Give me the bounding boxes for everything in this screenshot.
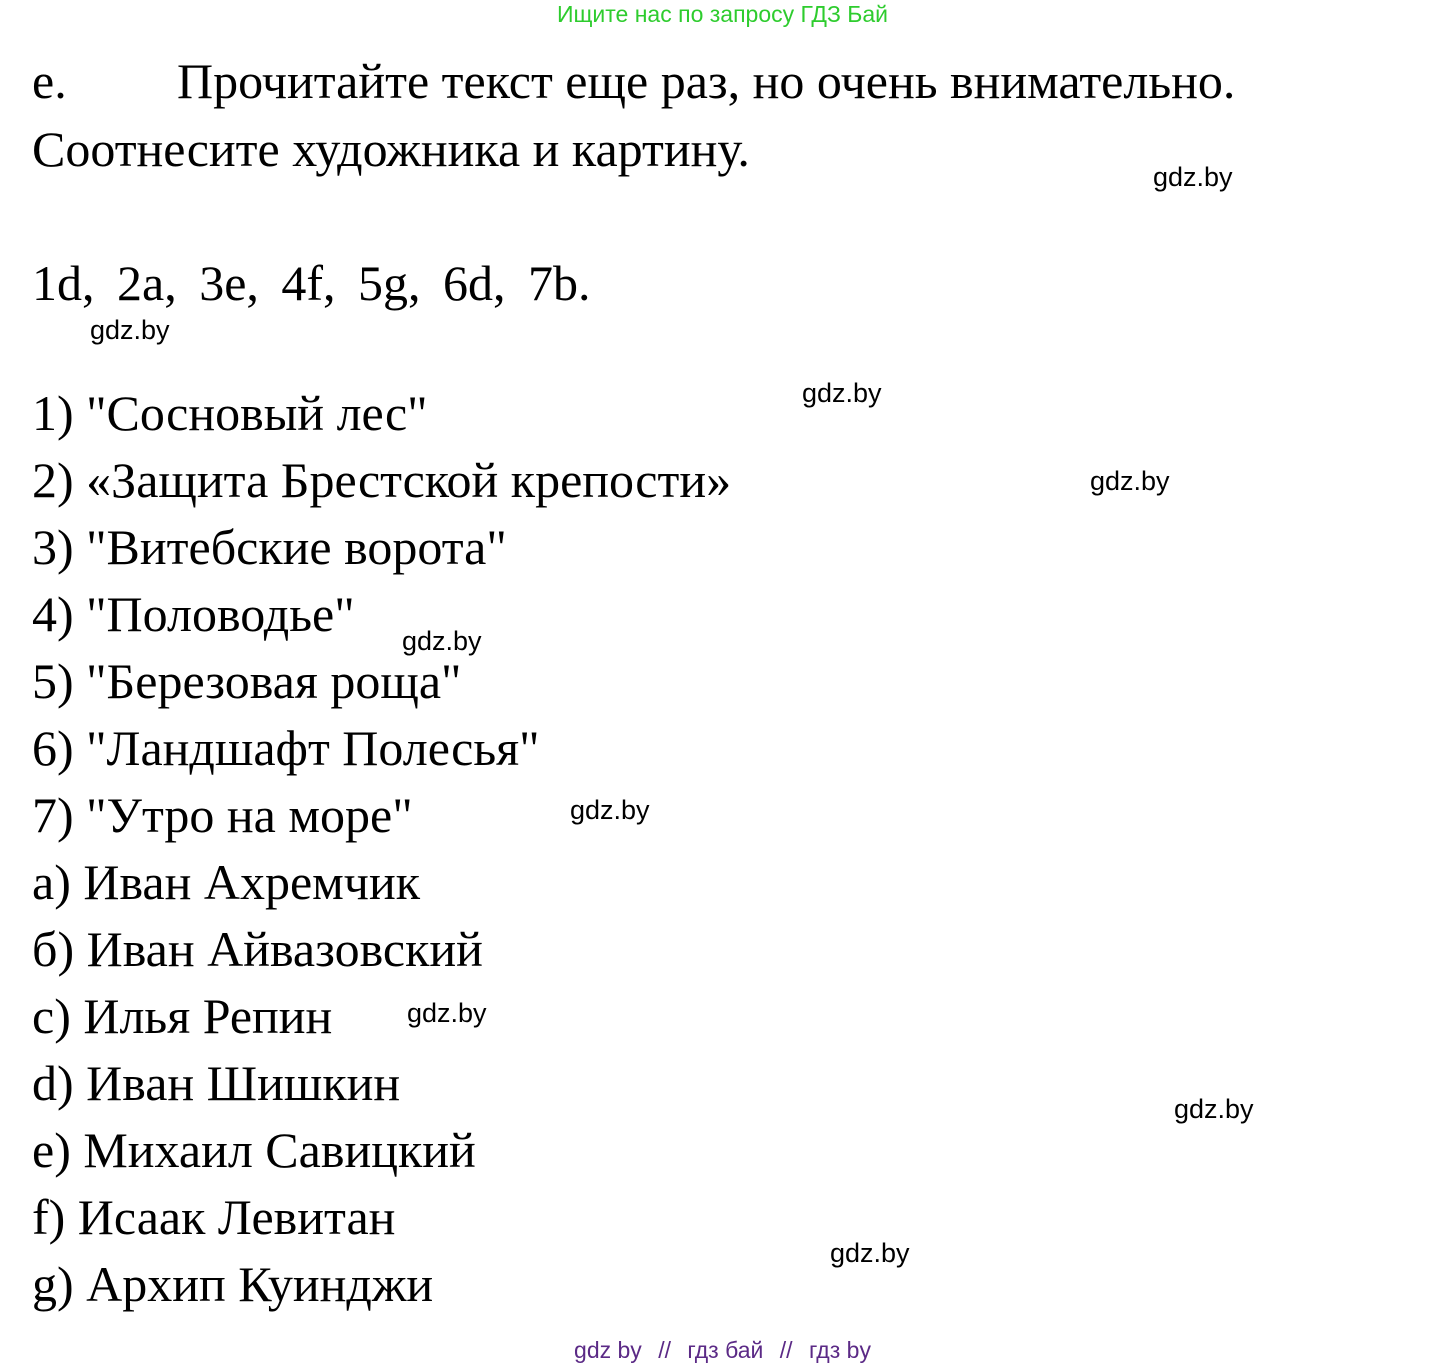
artist-item: d) Иван Шишкин [32,1055,401,1111]
watermark: gdz.by [90,315,170,345]
painting-item: 4) "Половодье" [32,586,355,642]
watermark: gdz.by [802,378,882,408]
top-banner: Ищите нас по запросу ГДЗ Бай [556,1,889,27]
painting-item: 5) "Березовая роща" [32,653,462,709]
footer-links [0,1339,1445,1362]
watermark: gdz.by [407,998,487,1028]
watermark: gdz.by [570,795,650,825]
artist-item: б) Иван Айвазовский [32,921,483,977]
watermark: gdz.by [830,1238,910,1268]
footer-link-gdz-by[interactable]: gdz by [574,1337,642,1363]
watermark: gdz.by [402,626,482,656]
watermark: gdz.by [1090,466,1170,496]
painting-item: 7) "Утро на море" [32,787,413,843]
watermark: gdz.by [1174,1094,1254,1124]
painting-item: 3) "Витебские ворота" [32,519,507,575]
painting-item: 1) "Сосновый лес" [32,385,428,441]
footer-link-gdz-bay[interactable]: гдз бай [687,1337,764,1363]
painting-item: 6) "Ландшафт Полесья" [32,720,540,776]
task-instruction-line2: Соотнесите художника и картину. [32,121,750,177]
watermark: gdz.by [1153,162,1233,192]
artist-item: f) Исаак Левитан [32,1189,396,1245]
artist-item: g) Архип Куинджи [32,1256,434,1312]
task-instruction-line1: Прочитайте текст еще раз, но очень внимательно. [177,53,1236,109]
answer-key: 1d, 2a, 3e, 4f, 5g, 6d, 7b. [32,255,591,311]
artist-item: с) Илья Репин [32,988,333,1044]
painting-item: 2) «Защита Брестской крепости» [32,452,732,508]
footer-separator: // [779,1337,793,1363]
footer-link-gdz-by-cyr[interactable]: гдз by [808,1337,871,1363]
artist-item: е) Михаил Савицкий [32,1122,476,1178]
footer-separator: // [658,1337,671,1363]
task-letter: е. [32,53,67,109]
artist-item: а) Иван Ахремчик [32,854,420,910]
